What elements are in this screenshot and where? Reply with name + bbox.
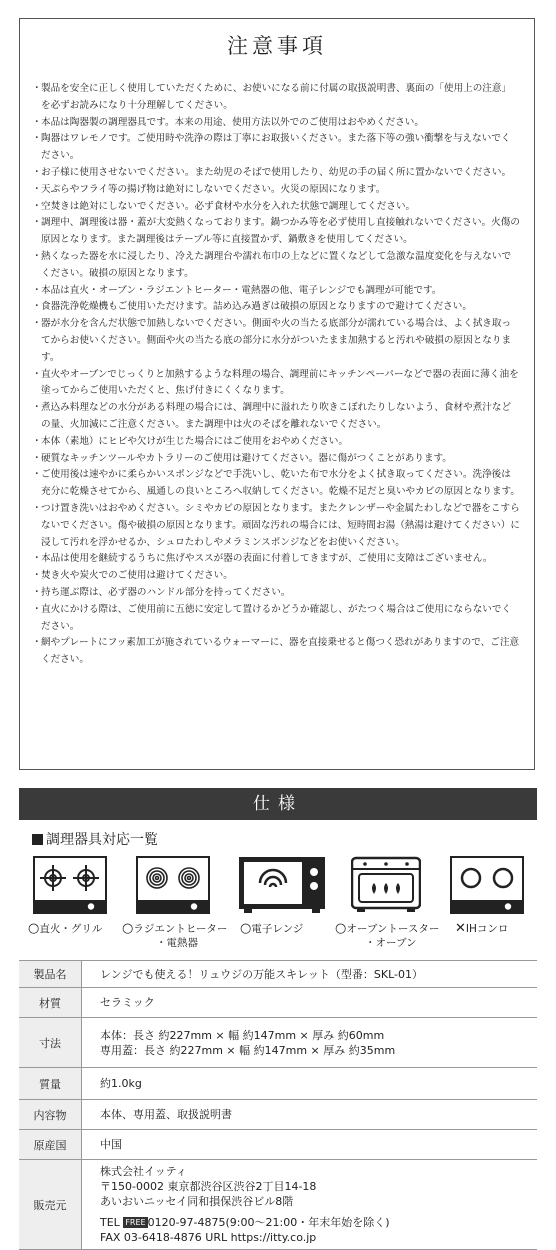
ih-cooker-icon bbox=[450, 856, 524, 914]
caution-item: ・ 天ぷらやフライ等の揚げ物は絶対にしないでください。火災の原因になります。 bbox=[32, 182, 520, 199]
caution-item: ・ 熱くなった器を水に浸したり、冷えた調理台や濡れ布巾の上などに置くなどして急激な温度変化を与えないでください。破損の原因となります。 bbox=[32, 249, 520, 283]
caution-item: ・ 本品は陶器製の調理器具です。本来の用途、使用方法以外でのご使用はおやめください。 bbox=[32, 115, 520, 132]
radiant-heater-icon bbox=[136, 856, 210, 914]
row-key: 製品名 bbox=[19, 961, 82, 988]
free-dial-icon: FREE bbox=[125, 1218, 146, 1227]
caution-title: 注意事項 bbox=[227, 34, 327, 58]
gas-stove-icon bbox=[33, 856, 107, 914]
caution-box bbox=[19, 18, 535, 770]
supported-mark: ○ bbox=[335, 921, 347, 936]
row-value: 約1.0kg bbox=[82, 1068, 538, 1100]
caution-item: ・ 食器洗浄乾燥機もご使用いただけます。詰め込み過ぎは破損の原因となりますので避けてください。 bbox=[32, 299, 520, 316]
row-key: 質量 bbox=[19, 1068, 82, 1100]
row-value: セラミック bbox=[82, 988, 538, 1018]
row-key: 内容物 bbox=[19, 1100, 82, 1130]
row-key: 寸法 bbox=[19, 1018, 82, 1068]
device-label-radiant: ○ラジエントヒーター ・電熱器 bbox=[122, 921, 228, 949]
spec-table bbox=[19, 960, 537, 1250]
row-value: 中国 bbox=[82, 1130, 538, 1160]
caution-item: ・ 陶器はワレモノです。ご使用時や洗浄の際は丁寧にお取扱いください。また落下等の強い衝撃を与えないでください。 bbox=[32, 131, 520, 165]
row-value: 株式会社イッティ 〒150-0002 東京都渋谷区渋谷2丁目14-18 あいおいニッセイ同和損保渋谷ビル8階 TEL FREE 0120-97-4875(9:00〜21:00・年末年始を除く) FAX 03-6418-4876 URL https://itty.co.jp bbox=[82, 1160, 538, 1250]
tel-line: TEL FREE 0120-97-4875(9:00〜21:00・年末年始を除く) bbox=[100, 1216, 390, 1229]
oven-toaster-icon bbox=[351, 856, 421, 914]
table-row bbox=[19, 1160, 537, 1250]
caution-item: ・ 本品は使用を継続するうちに焦げやススが器の表面に付着してきますが、ご使用に支障はございません。 bbox=[32, 551, 520, 568]
device-label-ih: ✕IHコンロ bbox=[455, 921, 509, 936]
row-value: 本体：長さ 約227mm × 幅 約147mm × 厚み 約60mm 専用蓋：長さ 約227mm × 幅 約147mm × 厚み 約35mm bbox=[82, 1018, 538, 1068]
table-row bbox=[19, 1130, 537, 1160]
row-key: 販売元 bbox=[19, 1160, 82, 1250]
supported-mark: ○ bbox=[122, 921, 134, 936]
spec-header: 仕様 bbox=[19, 788, 537, 820]
cookware-heading: 調理器具対応一覧 bbox=[32, 829, 158, 849]
device-label-oven: ○オーブントースター ・オーブン bbox=[335, 921, 440, 949]
caution-item: ・ 空焚きは絶対にしないでください。必ず食材や水分を入れた状態で調理してください。 bbox=[32, 199, 520, 216]
device-label-microwave: ○電子レンジ bbox=[240, 921, 304, 936]
caution-item: ・ 煮込み料理などの水分がある料理の場合には、調理中に溢れたり吹きこぼれたりしないよう、食材や煮汁などの量、火加減にご注意ください。また調理中は火のそばを離れないでください。 bbox=[32, 400, 520, 434]
device-label-gas: ○直火・グリル bbox=[28, 921, 103, 936]
row-key: 原産国 bbox=[19, 1130, 82, 1160]
row-value: 本体、専用蓋、取扱説明書 bbox=[82, 1100, 538, 1130]
caution-item: ・ 器が水分を含んだ状態で加熱しないでください。側面や火の当たる底部分が濡れている場合は、よく拭き取ってからお使いください。側面や火の当たる底の部分に水分がついたまま加熱すると汚れや破損の原因となります。 bbox=[32, 316, 520, 366]
caution-item: ・ 調理中、調理後は器・蓋が大変熱くなっております。鍋つかみ等を必ず使用し直接触れないでください。火傷の原因となります。また調理後はテーブル等に直接置かず、鍋敷きを使用してください。 bbox=[32, 215, 520, 249]
caution-item: ・ お子様に使用させないでください。また幼児のそばで使用したり、幼児の手の届く所に置かないでください。 bbox=[32, 165, 520, 182]
row-key: 材質 bbox=[19, 988, 82, 1018]
table-row bbox=[19, 1068, 537, 1100]
caution-item: ・ 持ち運ぶ際は、必ず器のハンドル部分を持ってください。 bbox=[32, 585, 520, 602]
caution-item: ・ 直火やオーブンでじっくりと加熱するような料理の場合、調理前にキッチンペーパーなどで器の表面に薄く油を塗ってからご使用いただくと、焦げ付きにくくなります。 bbox=[32, 367, 520, 401]
unsupported-mark: ✕ bbox=[455, 921, 466, 936]
supported-mark: ○ bbox=[28, 921, 40, 936]
caution-item: ・ 本品は直火・オーブン・ラジエントヒーター・電熱器の他、電子レンジでも調理が可能です。 bbox=[32, 283, 520, 300]
supported-mark: ○ bbox=[240, 921, 252, 936]
microwave-icon bbox=[238, 856, 326, 914]
caution-item: ・ 本体（素地）にヒビや欠けが生じた場合にはご使用をおやめください。 bbox=[32, 434, 520, 451]
caution-item: ・ 焚き火や炭火でのご使用は避けてください。 bbox=[32, 568, 520, 585]
caution-item: ・ 硬質なキッチンツールやカトラリーのご使用は避けてください。器に傷がつくことがあります。 bbox=[32, 451, 520, 468]
caution-item: ・ 製品を安全に正しく使用していただくために、お使いになる前に付属の取扱説明書、裏面の「使用上の注意」を必ずお読みになり十分理解してください。 bbox=[32, 81, 520, 115]
row-value: レンジでも使える！リュウジの万能スキレット（型番：SKL-01） bbox=[82, 961, 538, 988]
caution-item: ・ 網やプレートにフッ素加工が施されているウォーマーに、器を直接乗せると傷つく恐れがありますので、ご注意ください。 bbox=[32, 635, 520, 669]
square-bullet-icon bbox=[32, 834, 43, 845]
caution-list bbox=[20, 81, 534, 669]
table-row bbox=[19, 1100, 537, 1130]
caution-item: ・ 直火にかける際は、ご使用前に五徳に安定して置けるかどうか確認し、がたつく場合はご使用にならないでください。 bbox=[32, 602, 520, 636]
table-row bbox=[19, 988, 537, 1018]
caution-item: ・ ご使用後は速やかに柔らかいスポンジなどで手洗いし、乾いた布で水分をよく拭き取ってください。洗浄後は充分に乾燥させてから、風通しの良いところへ収納してください。乾燥不足だと臭いやカビの原因となります。 bbox=[32, 467, 520, 501]
caution-item: ・ つけ置き洗いはおやめください。シミやカビの原因となります。またクレンザーや金属たわしなどで器をこすらないでください。傷や破損の原因となります。頑固な汚れの場合には、短時間お湯（熱湯は避けてください）に浸して汚れを浮かせるか、シュロたわしやメラミンスポンジなどをお使いください。 bbox=[32, 501, 520, 551]
table-row bbox=[19, 1018, 537, 1068]
table-row bbox=[19, 961, 537, 988]
